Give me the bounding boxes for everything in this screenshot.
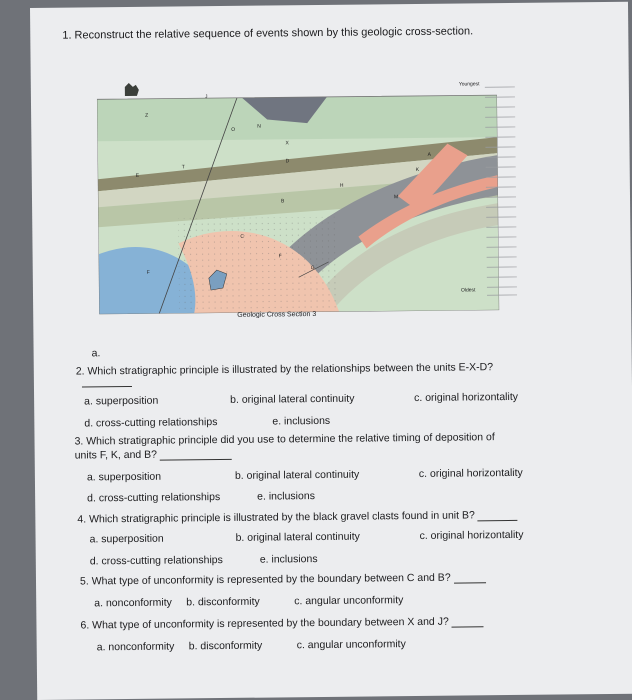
q6-option-c[interactable]: c. angular unconformity: [296, 638, 406, 652]
q4-option-b[interactable]: b. original lateral continuity: [235, 530, 360, 544]
q2-option-e[interactable]: e. inclusions: [272, 414, 331, 428]
question-6: [80, 615, 483, 631]
surface-tree-icon: [125, 83, 139, 96]
q3-option-c[interactable]: c. original horizontality: [418, 466, 523, 480]
q3-option-b[interactable]: b. original lateral continuity: [234, 468, 360, 482]
answer-blank-4[interactable]: [478, 510, 518, 521]
label-n: N: [257, 123, 261, 130]
question-2: 2. Which stratigraphic principle is illustrated by the relationships between the units E-X-D?: [75, 361, 494, 378]
q6-option-a[interactable]: a. nonconformity: [96, 640, 175, 654]
answer-blank-6[interactable]: [452, 616, 484, 627]
q2-option-c[interactable]: c. original horizontality: [414, 390, 519, 404]
label-t: T: [181, 164, 185, 171]
label-j: J: [204, 94, 208, 101]
answer-a-label: a.: [91, 347, 101, 360]
q4-option-d[interactable]: d. cross-cutting relationships: [89, 554, 223, 568]
label-d: D: [285, 158, 290, 165]
q3-option-a[interactable]: a. superposition: [86, 470, 162, 484]
geologic-cross-section: [97, 75, 499, 314]
q5-option-a[interactable]: a. nonconformity: [94, 596, 172, 610]
answer-blank-5[interactable]: [453, 572, 485, 583]
q5-option-c[interactable]: c. angular unconformity: [294, 594, 404, 608]
label-g: G: [310, 265, 315, 272]
q2-option-a[interactable]: a. superposition: [84, 394, 159, 408]
q2-option-b[interactable]: b. original lateral continuity: [230, 392, 355, 406]
q5-option-b[interactable]: b. disconformity: [186, 595, 260, 609]
figure-caption: Geologic Cross Section 3: [237, 311, 317, 319]
q6-option-b[interactable]: b. disconformity: [188, 639, 263, 653]
question-4-text: 4. Which stratigraphic principle is illustrated by the black gravel clasts found in unit B?: [77, 509, 475, 526]
question-3-line2: [75, 448, 232, 462]
q4-option-e[interactable]: e. inclusions: [259, 553, 318, 566]
question-3-line2-text: units F, K, and B?: [74, 448, 158, 462]
question-6-text: 6. What type of unconformity is represented by the boundary between X and J?: [80, 615, 449, 632]
label-z: Z: [145, 112, 149, 119]
label-o: O: [231, 126, 236, 133]
worksheet-page: [30, 2, 632, 700]
q4-option-a[interactable]: a. superposition: [89, 532, 164, 546]
label-h: H: [339, 182, 344, 189]
answer-blank-3[interactable]: [160, 449, 232, 461]
label-k: K: [415, 166, 420, 173]
scale-oldest-label: Oldest: [460, 287, 476, 294]
label-c: C: [240, 233, 245, 240]
scale-youngest-label: Youngest: [458, 81, 480, 88]
label-a: A: [427, 151, 431, 158]
question-5-text: 5. What type of unconformity is represented by the boundary between C and B?: [79, 571, 451, 588]
scale-tick-lines: [457, 79, 519, 310]
question-5: [80, 571, 486, 587]
label-f-2: F: [146, 269, 150, 276]
q4-option-c[interactable]: c. original horizontality: [419, 528, 524, 542]
label-e: E: [135, 172, 140, 179]
q3-option-d[interactable]: d. cross-cutting relationships: [87, 491, 221, 505]
label-b: B: [281, 198, 285, 205]
question-4: [77, 509, 517, 526]
label-f: F: [278, 253, 282, 260]
q2-option-d[interactable]: d. cross-cutting relationships: [84, 416, 218, 430]
question-1: 1. Reconstruct the relative sequence of events shown by this geologic cross-section.: [62, 25, 474, 42]
q3-option-e[interactable]: e. inclusions: [257, 490, 315, 503]
question-3-line1: 3. Which stratigraphic principle did you use to determine the relative timing of deposition of: [74, 431, 495, 448]
answer-blank-2[interactable]: [82, 385, 132, 388]
age-scale: [457, 79, 519, 310]
label-x: X: [285, 140, 289, 147]
label-m: M: [393, 194, 399, 201]
